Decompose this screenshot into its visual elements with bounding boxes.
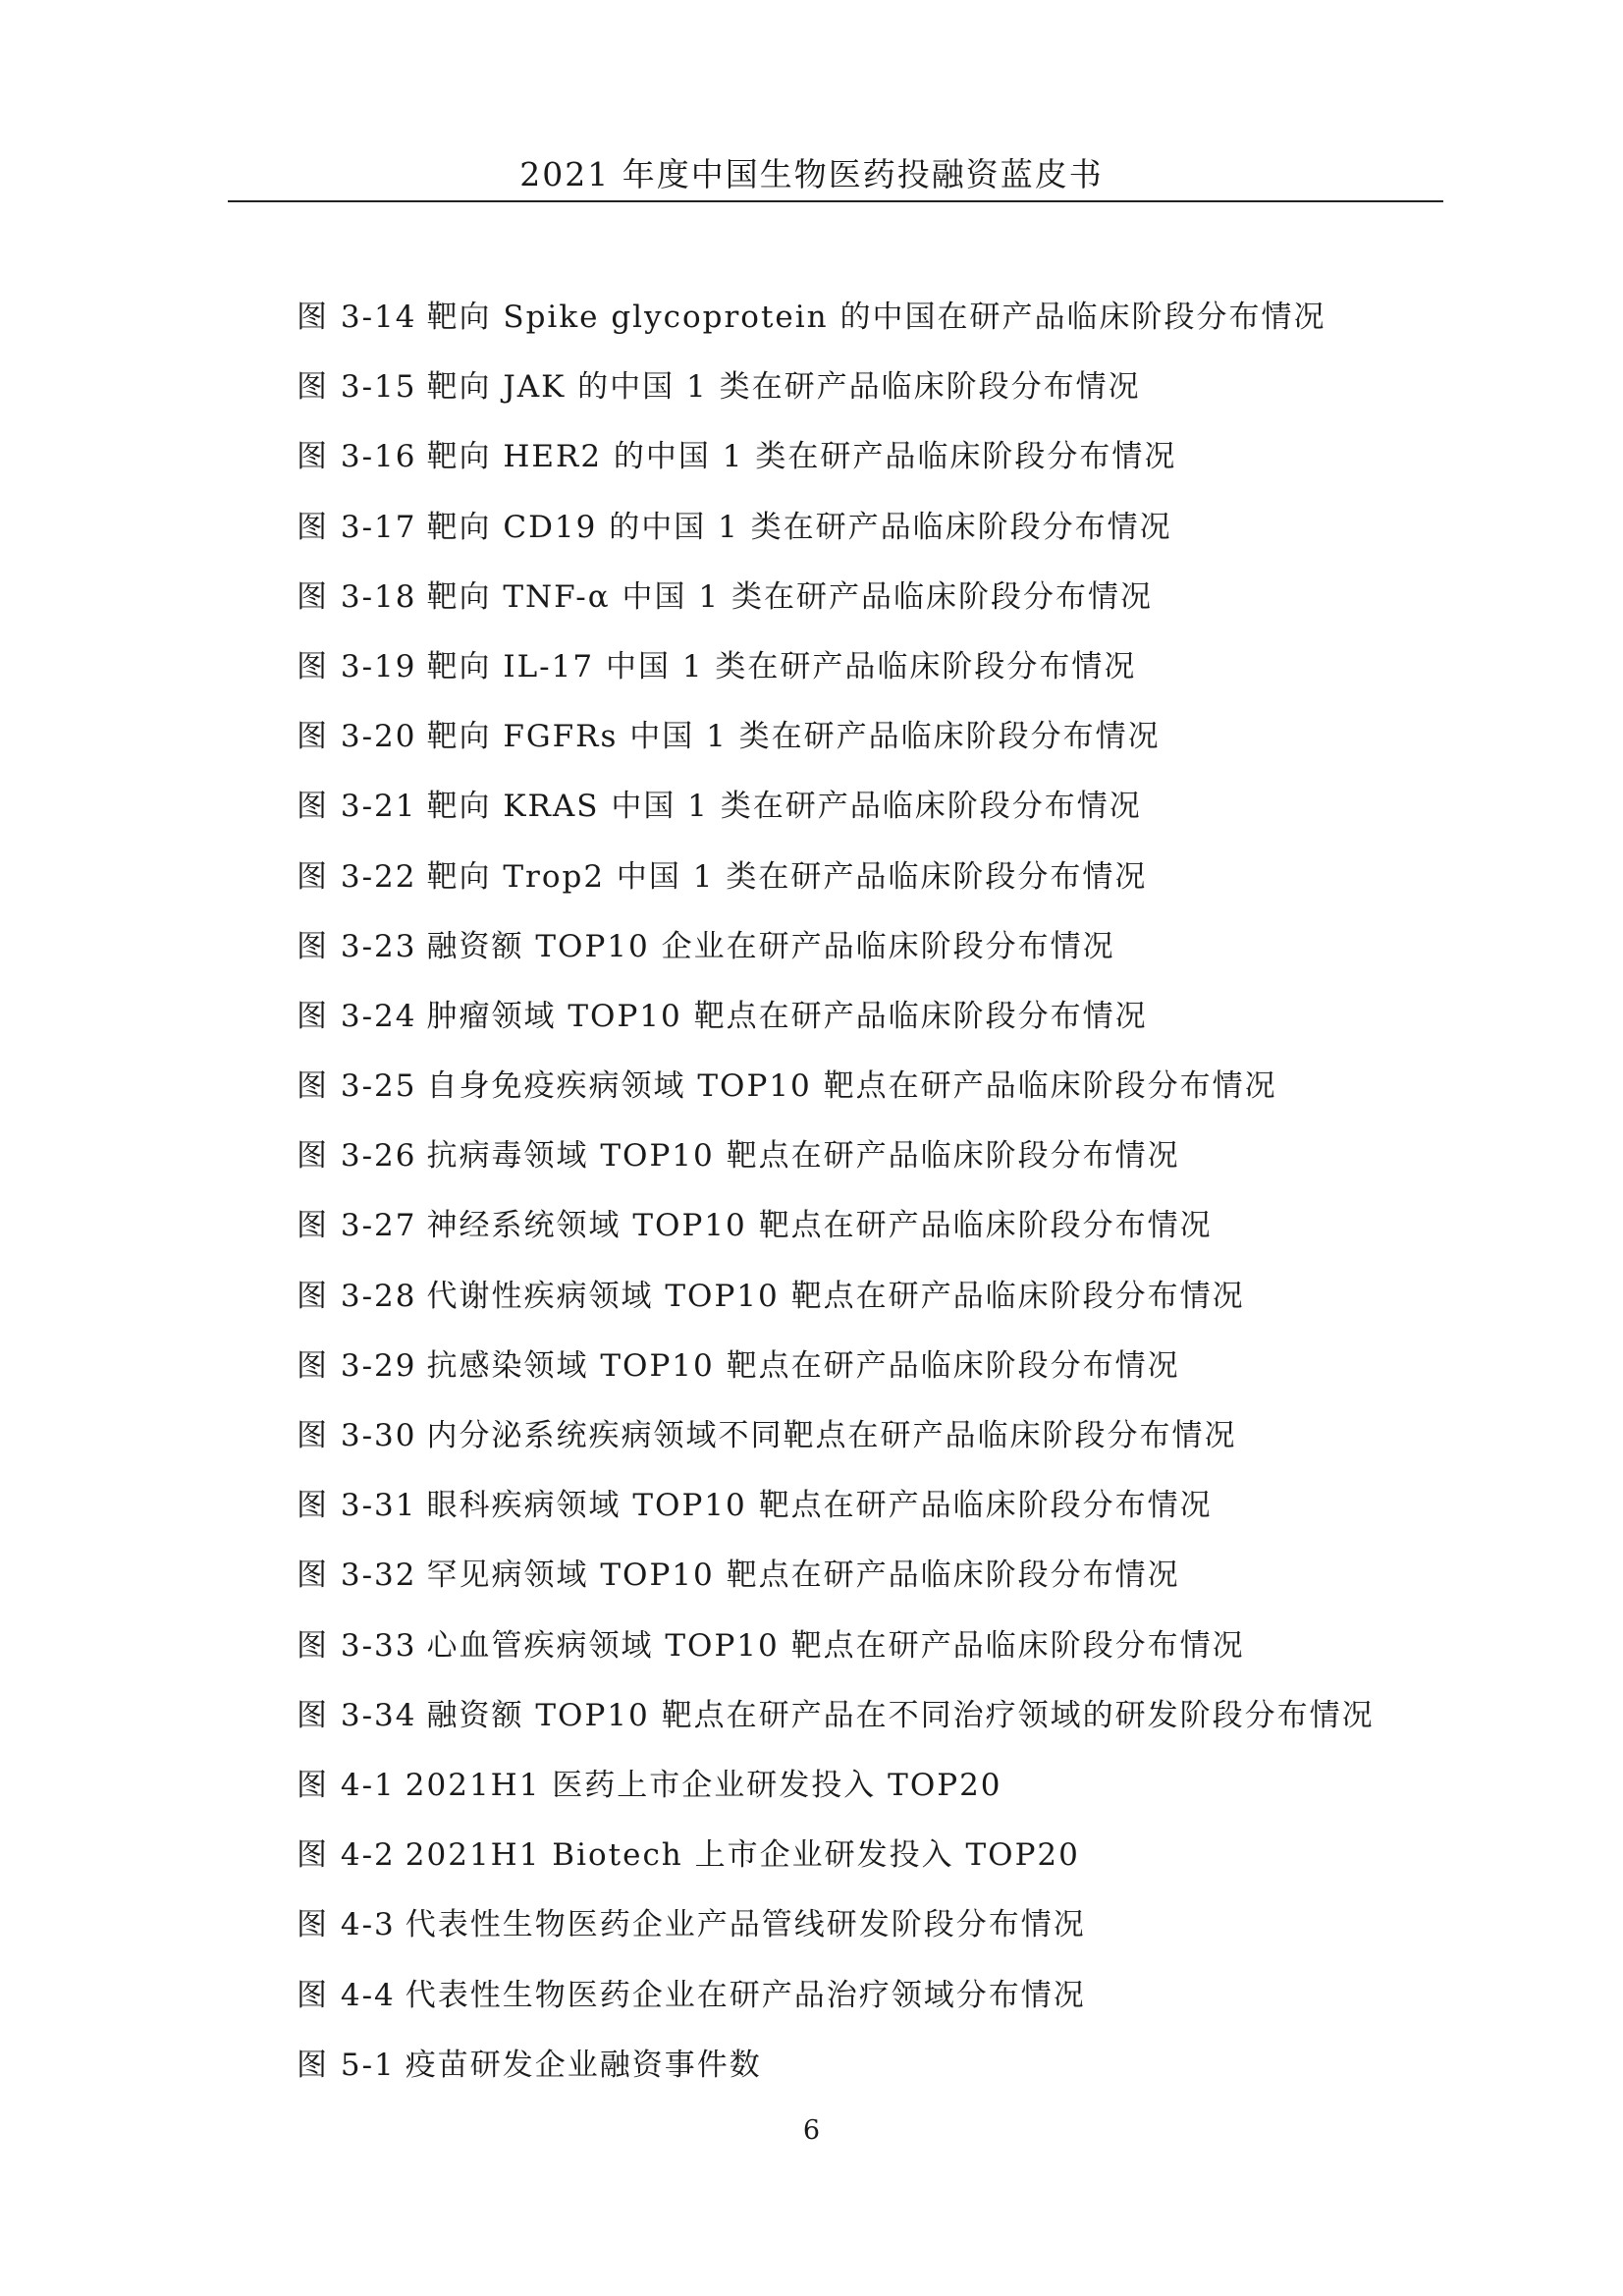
figure-list-item bbox=[297, 1691, 1475, 1761]
figure-title: 靶向 IL-17 中国 1 类在研产品临床阶段分布情况 bbox=[426, 648, 1137, 684]
figure-list-item bbox=[297, 1411, 1475, 1481]
running-header-title: 2021 年度中国生物医药投融资蓝皮书 bbox=[519, 155, 1104, 193]
figure-list-item bbox=[297, 712, 1475, 782]
figure-title: 心血管疾病领域 TOP10 靶点在研产品临床阶段分布情况 bbox=[426, 1627, 1245, 1664]
figure-label: 图 3-15 bbox=[297, 369, 417, 406]
figure-label: 图 5-1 bbox=[297, 2047, 396, 2083]
figure-list-item bbox=[297, 852, 1475, 922]
figure-title: 靶向 TNF-α 中国 1 类在研产品临床阶段分布情况 bbox=[426, 578, 1153, 615]
figure-title: 眼科疾病领域 TOP10 靶点在研产品临床阶段分布情况 bbox=[426, 1488, 1213, 1524]
figure-label: 图 3-22 bbox=[297, 858, 417, 895]
figure-label: 图 3-16 bbox=[297, 439, 417, 475]
figure-title: 自身免疫疾病领域 TOP10 靶点在研产品临床阶段分布情况 bbox=[426, 1068, 1277, 1105]
figure-list-item bbox=[297, 362, 1475, 432]
figure-label: 图 3-32 bbox=[297, 1558, 417, 1594]
figure-title: 疫苗研发企业融资事件数 bbox=[405, 2047, 762, 2083]
figure-title: 融资额 TOP10 靶点在研产品在不同治疗领域的研发阶段分布情况 bbox=[426, 1697, 1375, 1733]
figure-title: 抗病毒领域 TOP10 靶点在研产品临床阶段分布情况 bbox=[426, 1138, 1180, 1175]
figure-label: 图 3-34 bbox=[297, 1697, 417, 1733]
figure-list-item bbox=[297, 1272, 1475, 1341]
figure-list-item bbox=[297, 1621, 1475, 1691]
figure-list-item bbox=[297, 2041, 1475, 2110]
figure-label: 图 3-30 bbox=[297, 1418, 417, 1453]
figure-label: 图 3-29 bbox=[297, 1347, 417, 1384]
figure-label: 图 3-28 bbox=[297, 1278, 417, 1314]
figure-list-item bbox=[297, 922, 1475, 992]
figure-title: 靶向 KRAS 中国 1 类在研产品临床阶段分布情况 bbox=[426, 789, 1142, 825]
figure-list-item bbox=[297, 1761, 1475, 1831]
figure-list-item bbox=[297, 503, 1475, 573]
figure-list-item bbox=[297, 573, 1475, 642]
figure-list-item bbox=[297, 1971, 1475, 2041]
figure-list-item bbox=[297, 642, 1475, 712]
figure-title: 内分泌系统疾病领域不同靶点在研产品临床阶段分布情况 bbox=[426, 1418, 1237, 1453]
figure-title: 代谢性疾病领域 TOP10 靶点在研产品临床阶段分布情况 bbox=[426, 1278, 1245, 1314]
figure-list-item bbox=[297, 1341, 1475, 1411]
page-number: 6 bbox=[802, 2115, 821, 2146]
figure-label: 图 3-18 bbox=[297, 578, 417, 615]
figure-list-item bbox=[297, 1062, 1475, 1131]
figure-label: 图 3-25 bbox=[297, 1068, 417, 1105]
figure-title: 2021H1 医药上市企业研发投入 TOP20 bbox=[405, 1767, 1002, 1803]
figure-label: 图 3-31 bbox=[297, 1488, 417, 1524]
figure-list-item bbox=[297, 1131, 1475, 1201]
figure-list-item bbox=[297, 782, 1475, 851]
figure-list-item bbox=[297, 1481, 1475, 1551]
figure-list-item bbox=[297, 1900, 1475, 1970]
figure-title: 靶向 JAK 的中国 1 类在研产品临床阶段分布情况 bbox=[426, 369, 1141, 406]
figure-label: 图 3-23 bbox=[297, 928, 417, 964]
figure-label: 图 3-21 bbox=[297, 789, 417, 825]
figure-title: 代表性生物医药企业产品管线研发阶段分布情况 bbox=[405, 1907, 1086, 1943]
figure-label: 图 3-14 bbox=[297, 300, 417, 335]
figure-label: 图 3-20 bbox=[297, 719, 417, 755]
figure-title: 罕见病领域 TOP10 靶点在研产品临床阶段分布情况 bbox=[426, 1558, 1180, 1594]
figure-title: 融资额 TOP10 企业在研产品临床阶段分布情况 bbox=[426, 928, 1115, 964]
figure-label: 图 3-27 bbox=[297, 1208, 417, 1244]
figure-title: 靶向 CD19 的中国 1 类在研产品临床阶段分布情况 bbox=[426, 509, 1172, 545]
figure-title: 靶向 HER2 的中国 1 类在研产品临床阶段分布情况 bbox=[426, 439, 1177, 475]
figure-title: 靶向 FGFRs 中国 1 类在研产品临床阶段分布情况 bbox=[426, 719, 1161, 755]
figure-title: 代表性生物医药企业在研产品治疗领域分布情况 bbox=[405, 1977, 1086, 2013]
figure-label: 图 4-1 bbox=[297, 1767, 396, 1803]
figure-label: 图 4-4 bbox=[297, 1977, 396, 2013]
figure-label: 图 4-3 bbox=[297, 1907, 396, 1943]
figure-label: 图 3-19 bbox=[297, 648, 417, 684]
figure-title: 2021H1 Biotech 上市企业研发投入 TOP20 bbox=[405, 1837, 1080, 1874]
figure-list-item bbox=[297, 992, 1475, 1062]
figure-list-item bbox=[297, 1551, 1475, 1620]
header-divider bbox=[228, 200, 1443, 202]
figure-list-item bbox=[297, 293, 1475, 362]
figure-list-item bbox=[297, 1831, 1475, 1900]
figure-title: 肿瘤领域 TOP10 靶点在研产品临床阶段分布情况 bbox=[426, 998, 1148, 1034]
figure-label: 图 3-33 bbox=[297, 1627, 417, 1664]
figure-label: 图 3-17 bbox=[297, 509, 417, 545]
figure-title: 神经系统领域 TOP10 靶点在研产品临床阶段分布情况 bbox=[426, 1208, 1213, 1244]
figure-label: 图 4-2 bbox=[297, 1837, 396, 1874]
figure-label: 图 3-24 bbox=[297, 998, 417, 1034]
figure-title: 抗感染领域 TOP10 靶点在研产品临床阶段分布情况 bbox=[426, 1347, 1180, 1384]
figure-list-item bbox=[297, 1201, 1475, 1271]
figure-title: 靶向 Spike glycoprotein 的中国在研产品临床阶段分布情况 bbox=[426, 300, 1326, 335]
figure-label: 图 3-26 bbox=[297, 1138, 417, 1175]
figure-list-item bbox=[297, 432, 1475, 502]
figure-list bbox=[297, 293, 1475, 2110]
figure-title: 靶向 Trop2 中国 1 类在研产品临床阶段分布情况 bbox=[426, 858, 1148, 895]
